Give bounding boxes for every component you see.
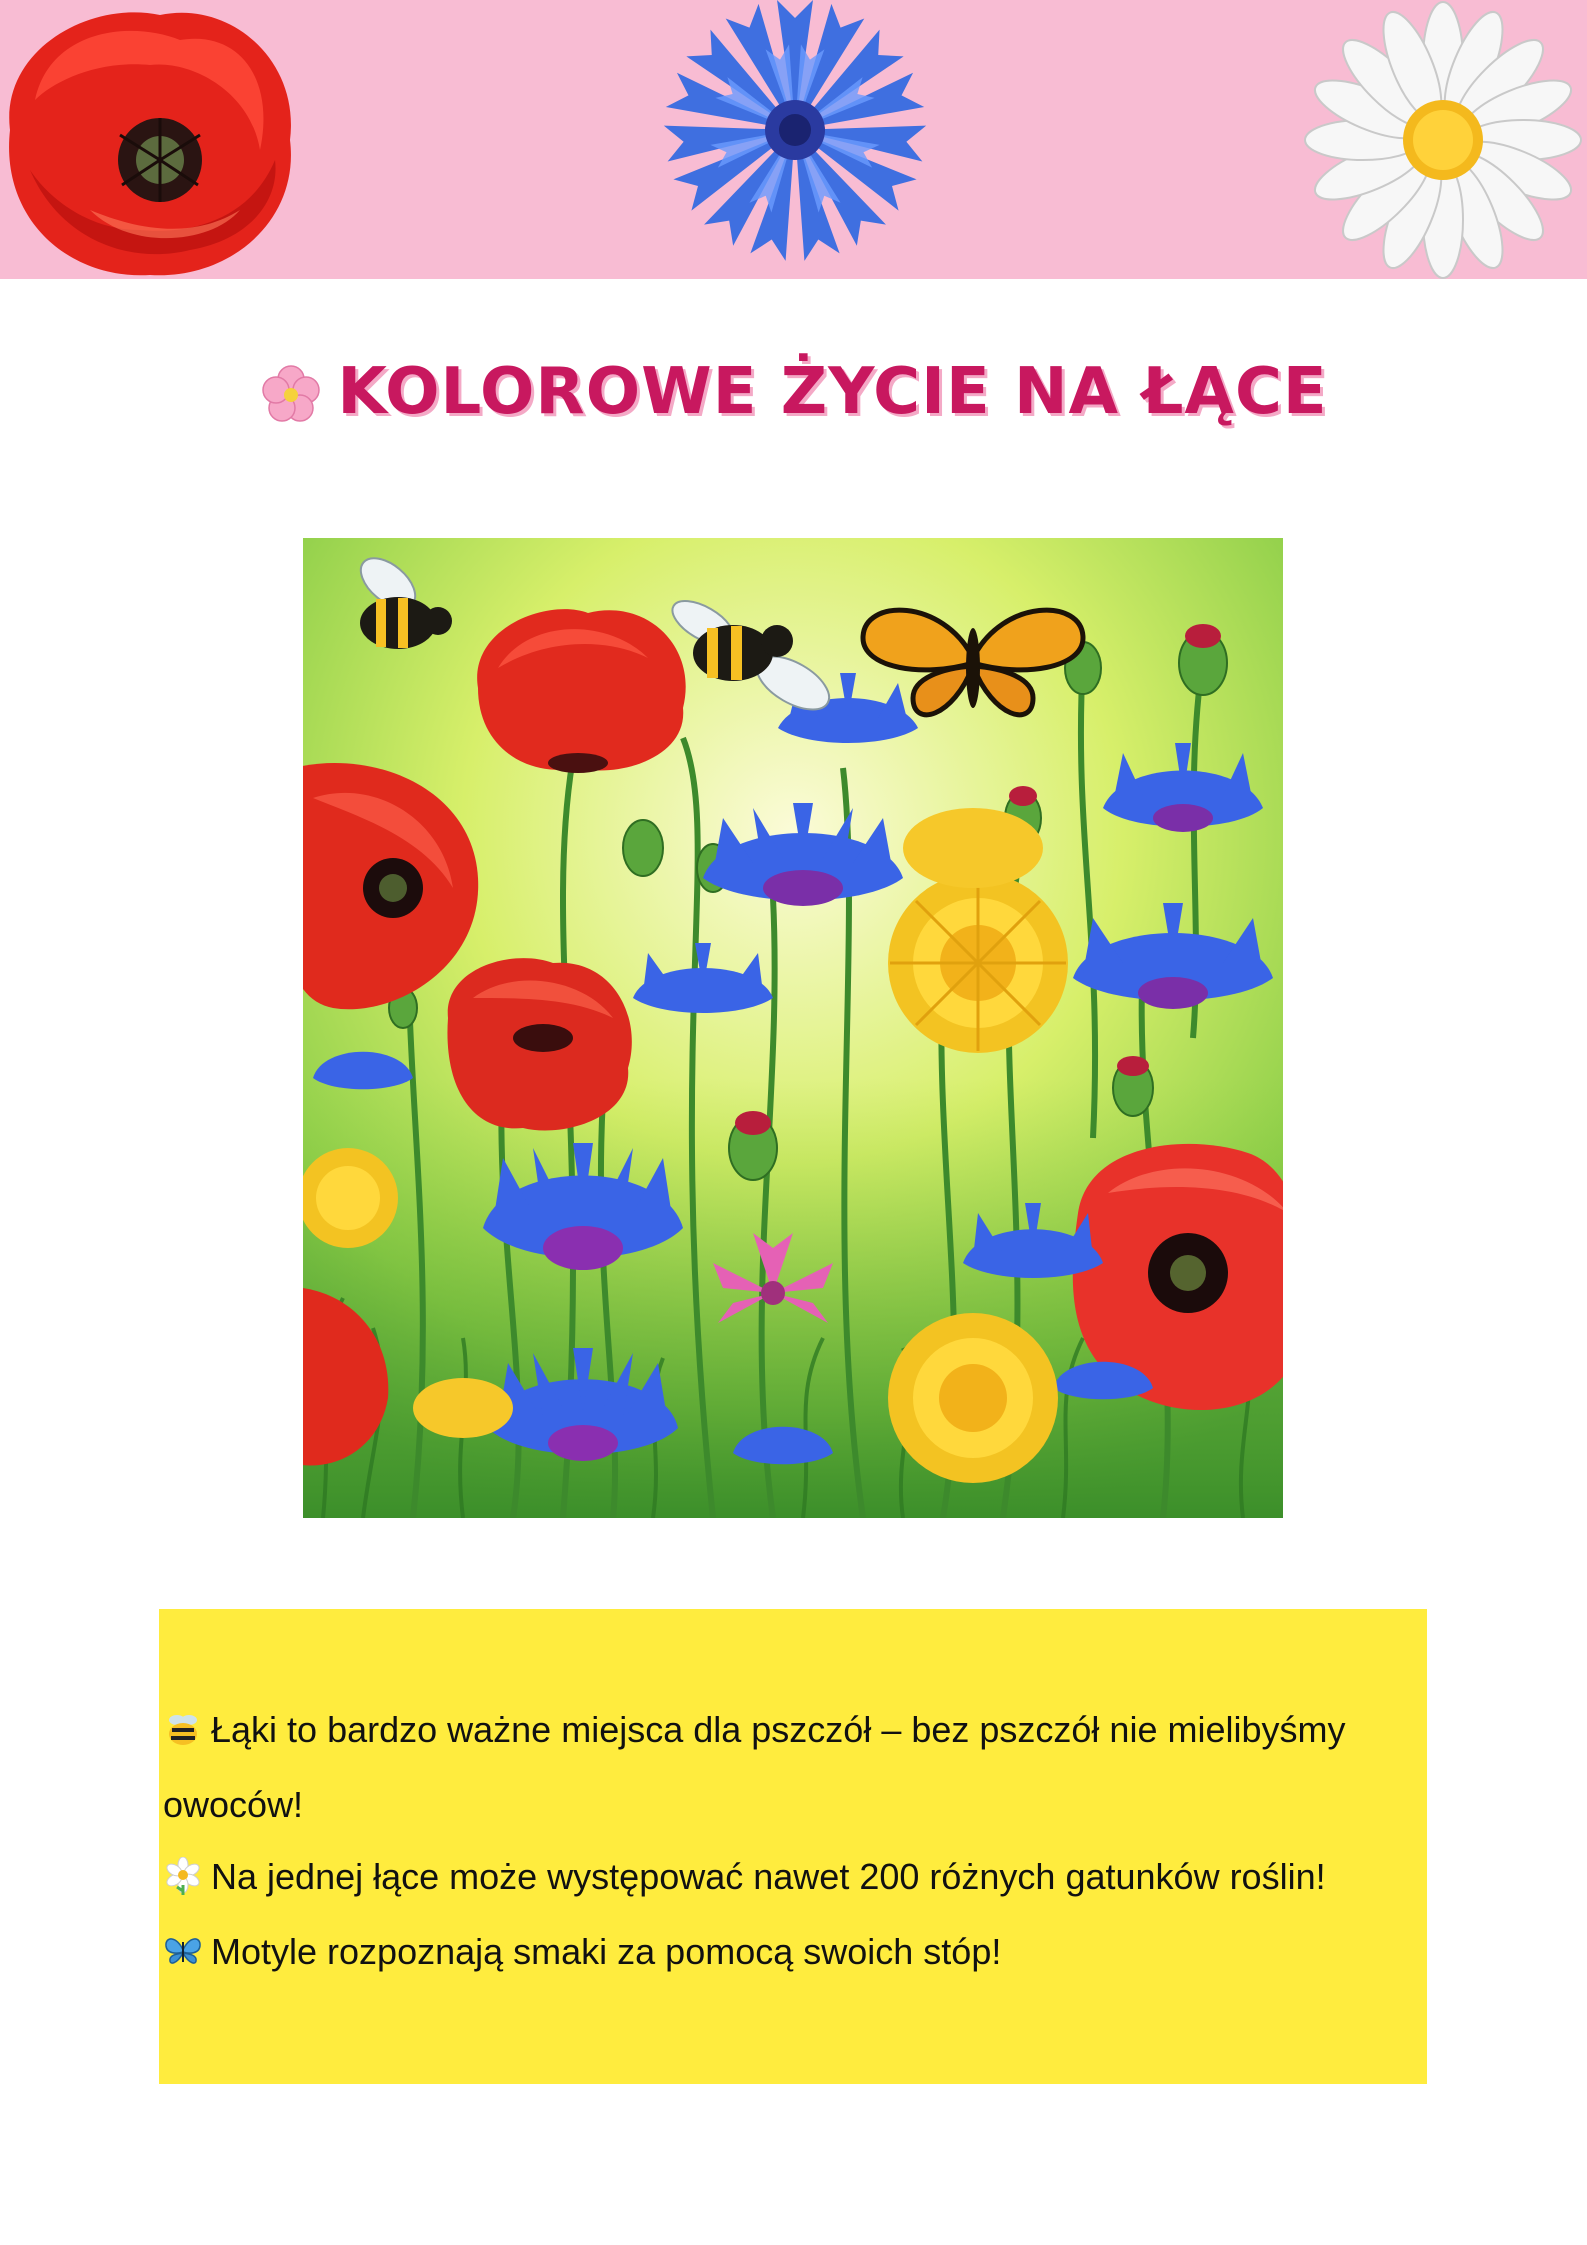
poppy-flower-image <box>0 0 300 279</box>
fact-item-bees-continued <box>163 1784 303 1826</box>
fact-text: Łąki to bardzo ważne miejsca dla pszczół – bez pszczół nie mielibyśmy <box>211 1709 1346 1750</box>
fact-text: owoców! <box>163 1784 304 1825</box>
fact-item-plants <box>163 1856 1326 1898</box>
flower-banner <box>0 0 1587 279</box>
fact-text: Motyle rozpoznają smaki za pomocą swoich stóp! <box>211 1931 1002 1972</box>
fact-item-butterflies <box>163 1931 1001 1973</box>
daisy-flower-image <box>1300 0 1587 279</box>
fact-text: Na jednej łące może występować nawet 200 różnych gatunków roślin! <box>211 1856 1326 1897</box>
daisy-icon <box>163 1857 203 1897</box>
facts-box <box>159 1609 1427 2084</box>
cherry-blossom-icon <box>259 363 323 427</box>
butterfly-icon <box>163 1932 203 1972</box>
cornflower-image <box>650 0 940 279</box>
title-text: KOLOROWE ŻYCIE NA ŁĄCE <box>337 355 1328 429</box>
page-title <box>0 355 1587 429</box>
fact-item-bees <box>163 1709 1346 1751</box>
bee-icon <box>163 1710 203 1750</box>
meadow-illustration <box>303 538 1283 1518</box>
